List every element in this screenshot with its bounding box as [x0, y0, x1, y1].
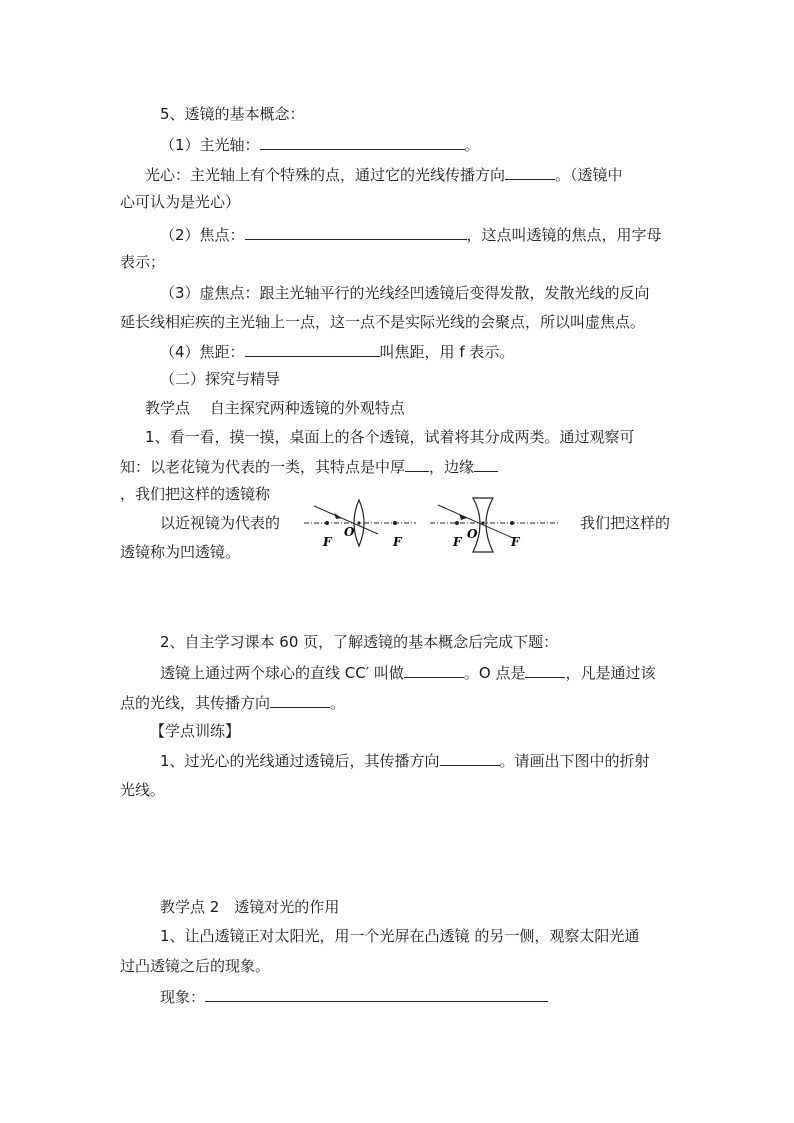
main-axis-label: （1）主光轴： — [160, 136, 260, 154]
focus-label: （2）焦点： — [160, 226, 245, 244]
p2-line-3 — [120, 692, 345, 713]
concave-focus-right-label: F — [511, 535, 520, 549]
convex-center-dot — [357, 521, 360, 524]
p1-line-1: 1、看一看，摸一摸，桌面上的各个透镜，试着将其分成两类。通过观察可 — [145, 428, 635, 446]
p1-line-4a: 以近视镜为代表的 — [160, 514, 281, 532]
training-text: 1、过光心的光线通过透镜后，其传播方向 — [160, 752, 440, 770]
p2-line-1: 2、自主学习课本 60 页，了解透镜的基本概念后完成下题： — [160, 633, 559, 651]
phenomenon-label: 现象： — [160, 988, 206, 1006]
teaching-point-2-title: 教学点 2 透镜对光的作用 — [160, 898, 340, 916]
teaching-point-1-title: 教学点 自主探究两种透镜的外观特点 — [145, 399, 405, 417]
direction-blank[interactable] — [270, 692, 330, 708]
convex-ray-arrow — [334, 513, 342, 519]
focus-tail: ，这点叫透镜的焦点，用字母 — [466, 226, 662, 244]
lens-diagram-svg — [290, 494, 572, 556]
concave-center-label: O — [467, 527, 478, 541]
optical-center-line — [145, 164, 623, 185]
phenomenon-line — [160, 986, 548, 1007]
p2-line-2 — [160, 662, 656, 683]
convex-focus-left-label: F — [323, 535, 332, 549]
optical-center-cont: 心可认为是光心） — [120, 193, 241, 211]
convex-center-label: O — [344, 525, 355, 539]
part2-heading: （二）探究与精导 — [160, 370, 281, 388]
o-point-blank[interactable] — [525, 662, 565, 678]
concave-focus-left-label: F — [453, 535, 462, 549]
virtual-focus-line-2: 延长线相疟疾的主光轴上一点，这一点不是实际光线的会聚点，所以叫虚焦点。 — [120, 313, 646, 331]
main-axis-blank[interactable] — [260, 134, 465, 150]
concave-center-dot — [481, 521, 484, 524]
p2-line-2-o: 。O 点是 — [463, 664, 526, 682]
section-5-title: 5、透镜的基本概念： — [160, 105, 305, 123]
p1-line-2 — [120, 456, 498, 477]
focal-length-blank[interactable] — [245, 341, 380, 357]
cc-blank[interactable] — [404, 662, 464, 678]
training-line-2: 光线。 — [120, 781, 166, 799]
p2-line-3-end: 。 — [330, 694, 346, 712]
p1-line-5: 透镜称为凹透镜。 — [120, 543, 241, 561]
lens-diagram — [290, 494, 572, 556]
p1-line-3: ，我们把这样的透镜称 — [120, 485, 271, 503]
p2-line-2-tail: ，凡是通过该 — [565, 664, 656, 682]
point2-line-1: 1、让凸透镜正对太阳光，用一个光屏在凸透镜 的另一侧，观察太阳光通 — [160, 927, 640, 945]
virtual-focus-line-1: （3）虚焦点：跟主光轴平行的光线经凹透镜后变得发散，发散光线的反向 — [160, 284, 650, 302]
p2-line-2-text: 透镜上通过两个球心的直线 CC′ 叫做 — [160, 664, 404, 682]
focal-length-tail: 叫焦距，用 f 表示。 — [379, 343, 515, 361]
training-text-b: 。请画出下图中的折射 — [499, 752, 650, 770]
point2-line-2: 过凸透镜之后的现象。 — [120, 957, 271, 975]
convex-focus-right-dot — [393, 521, 397, 525]
phenomenon-blank[interactable] — [205, 986, 548, 1002]
p1-line-2-text: 知：以老花镜为代表的一类，其特点是中厚 — [120, 458, 406, 476]
p2-line-3-text: 点的光线，其传播方向 — [120, 694, 271, 712]
training-line-1 — [160, 750, 650, 771]
focus-blank[interactable] — [245, 224, 467, 240]
concave-focus-right-dot — [510, 521, 514, 525]
concave-focus-left-dot — [455, 521, 459, 525]
middle-thick-blank[interactable] — [405, 456, 429, 472]
edge-blank[interactable] — [474, 456, 498, 472]
p1-line-2-edge: ，边缘 — [429, 458, 475, 476]
p1-line-4b: 我们把这样的 — [580, 514, 671, 532]
focus-line — [160, 224, 662, 245]
main-axis-line — [160, 134, 480, 155]
optical-center-text-b: 。（透镜中 — [555, 166, 623, 184]
convex-focus-left-dot — [325, 521, 329, 525]
main-axis-end: 。 — [464, 136, 480, 154]
optical-center-text: 光心：主光轴上有个特殊的点，通过它的光线传播方向 — [145, 166, 506, 184]
focus-cont: 表示； — [120, 253, 166, 271]
focal-length-line — [160, 341, 514, 362]
convex-focus-right-label: F — [393, 535, 402, 549]
training-heading: 【学点训练】 — [150, 722, 241, 740]
training-blank[interactable] — [440, 750, 500, 766]
optical-center-blank[interactable] — [505, 164, 555, 180]
focal-length-label: （4）焦距： — [160, 343, 245, 361]
